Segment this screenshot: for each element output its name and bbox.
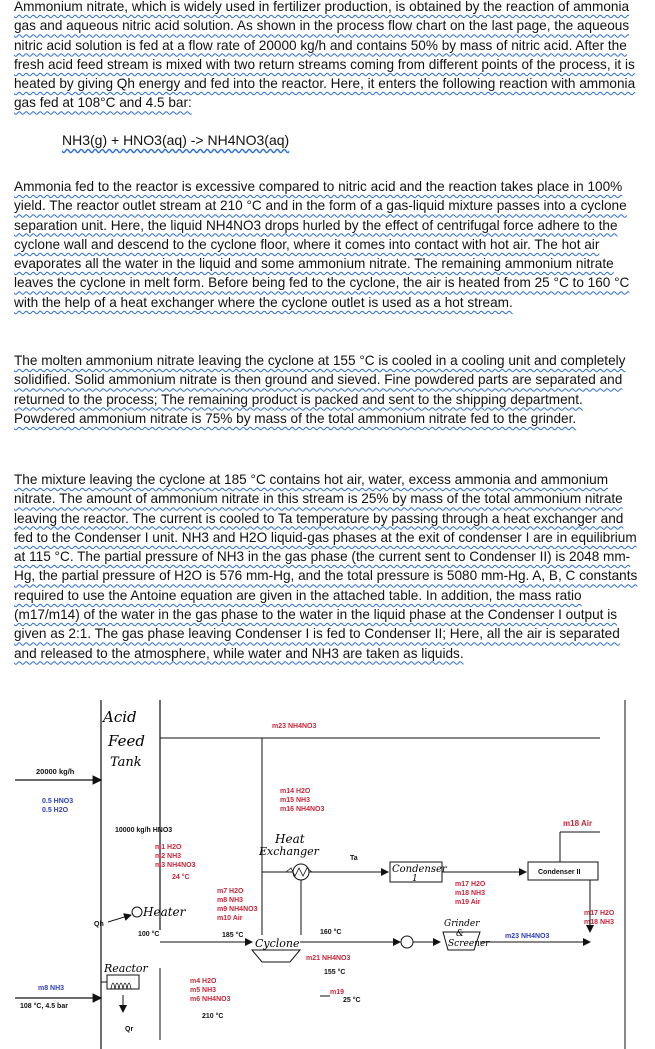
feed-comp-2: 0.5 H2O [42, 807, 69, 814]
svg-text:155 °C: 155 °C [324, 969, 346, 976]
svg-text:100 °C: 100 °C [138, 931, 160, 938]
recycle-top-label: m23 NH4NO3 [272, 723, 317, 730]
grinder-screener [443, 919, 590, 950]
svg-text:Condenser: Condenser [392, 864, 447, 875]
svg-text:m8 NH3: m8 NH3 [217, 897, 244, 904]
svg-text:25 °C: 25 °C [343, 997, 361, 1004]
svg-text:m14 H2O: m14 H2O [280, 788, 311, 795]
condenser-1 [390, 862, 526, 906]
svg-text:185 °C: 185 °C [222, 932, 244, 939]
svg-text:m6 NH4NO3: m6 NH4NO3 [190, 996, 231, 1003]
svg-text:Condenser II: Condenser II [538, 869, 581, 876]
paragraph-4: The mixture leaving the cyclone at 185 °C contains hot air, water, excess ammonia and ammonium nitrate. The amount of ammonium nitrate in this stream is 25% by mass of the total ammonium nitrate leaving the reactor. The current is cooled to Ta temperature by passing through a heat exchanger and fed to the Condenser I unit. NH3 and H2O liquid-gas phases at the exit of condenser I are in equilibrium at 115 °C. The partial pressure of NH3 in the gas phase (the current sent to Condenser II) is 2048 mm-Hg, the partial pressure of H2O is 576 mm-Hg, and the total pressure is 5080 mm-Hg. A, B, C constants required to use the Antoine equation are given in the attached table. In addition, the mass ratio (m17/m14) of the water in the gas phase to the water in the liquid phase at the Condenser I output is given as 2:1. The gas phase leaving Condenser I is fed to Condenser II; Here, all the air is separated and released to the atmosphere, while water and NH3 are taken as liquids. [14, 472, 638, 661]
svg-text:m10 Air: m10 Air [217, 915, 243, 922]
condenser-2 [528, 819, 615, 932]
svg-text:m1 H2O: m1 H2O [155, 844, 182, 851]
svg-text:m7 H2O: m7 H2O [217, 888, 244, 895]
paragraph-2: Ammonia fed to the reactor is excessive compared to nitric acid and the reaction takes place in 100% yield. The reactor outlet stream at 210 °C and in the form of a gas-liquid mixture passes into a cyclone separation unit. Here, the liquid NH4NO3 drops hurled by the effect of centrifugal force adhere to the cyclone wall and descend to the cyclone floor, where it comes into contact with hot air. The hot air evaporates all the water in the liquid and some ammonium nitrate. The remaining ammonium nitrate leaves the cyclone in melt form. Before being fed to the cyclone, the air is heated from 25 °C to 160 °C with the help of a heat exchanger where the cyclone outlet is used as a hot stream. [14, 179, 630, 310]
svg-text:Tank: Tank [110, 755, 142, 770]
mixed-rate: 10000 kg/h HNO3 [115, 827, 173, 834]
svg-text:m8 NH3: m8 NH3 [38, 985, 65, 992]
svg-text:Qr: Qr [125, 1026, 134, 1033]
heat-exchanger [258, 832, 388, 936]
svg-text:Reactor: Reactor [104, 962, 148, 975]
svg-text:m4 H2O: m4 H2O [190, 978, 217, 985]
svg-text:Grinder: Grinder [444, 919, 480, 929]
svg-text:24 °C: 24 °C [172, 874, 190, 881]
svg-text:m21 NH4NO3: m21 NH4NO3 [306, 955, 351, 962]
cyclone [252, 937, 400, 1004]
svg-text:Heat: Heat [275, 832, 305, 846]
svg-text:Heater: Heater [143, 905, 186, 919]
svg-text:m19: m19 [330, 989, 345, 996]
svg-text:m18 Air: m18 Air [563, 819, 593, 828]
reactor [101, 962, 149, 1033]
heater [94, 905, 187, 938]
svg-text:m9 NH4NO3: m9 NH4NO3 [217, 906, 258, 913]
svg-text:m3 NH4NO3: m3 NH4NO3 [155, 862, 196, 869]
svg-text:m5 NH3: m5 NH3 [190, 987, 217, 994]
svg-text:m2 NH3: m2 NH3 [155, 853, 182, 860]
paragraph-3: The molten ammonium nitrate leaving the cyclone at 155 °C is cooled in a cooling unit and completely solidified. Solid ammonium nitrate is then ground and sieved. Fine powdered parts are separated and returned to the process; The remaining product is packed and sent to the shipping department. Powdered ammonium nitrate is 75% by mass of the total ammonium nitrate fed to the grinder. [14, 353, 626, 426]
svg-text:Screener: Screener [448, 939, 490, 949]
feed-comp-1: 0.5 HNO3 [42, 798, 74, 805]
svg-text:160 °C: 160 °C [320, 929, 342, 936]
svg-text:Qh: Qh [94, 921, 104, 928]
paragraph-1: Ammonium nitrate, which is widely used in fertilizer production, is obtained by the reaction of ammonia gas and aqueous nitric acid solution. As shown in the process flow chart on the last page, the aqueous nitric acid solution is fed at a flow rate of 20000 kg/h and contains 50% by mass of nitric acid. After the fresh acid feed stream is mixed with two return streams coming from different points of the process, it is heated by giving Qh energy and fed into the reactor. Here, it enters the following reaction with ammonia gas fed at 108°C and 4.5 bar: [14, 0, 636, 111]
svg-text:&: & [456, 929, 465, 939]
svg-text:1: 1 [412, 874, 418, 884]
process-flow-diagram [0, 700, 655, 1049]
svg-text:m15 NH3: m15 NH3 [280, 797, 310, 804]
svg-text:Ta: Ta [350, 855, 358, 862]
reaction-equation: NH3(g) + HNO3(aq) -> NH4NO3(aq) [62, 132, 290, 148]
svg-text:m17 H2O: m17 H2O [584, 910, 615, 917]
svg-text:m18 NH3: m18 NH3 [455, 890, 485, 897]
svg-text:Feed: Feed [108, 732, 145, 750]
svg-text:Acid: Acid [103, 708, 137, 726]
acid-feed-tank [101, 708, 145, 770]
svg-text:210 °C: 210 °C [202, 1013, 224, 1020]
svg-text:m16 NH4NO3: m16 NH4NO3 [280, 806, 325, 813]
svg-text:108 °C, 4.5 bar: 108 °C, 4.5 bar [20, 1003, 68, 1010]
svg-text:m23 NH4NO3: m23 NH4NO3 [505, 933, 550, 940]
feed-rate: 20000 kg/h [36, 767, 75, 776]
svg-text:m18 NH3: m18 NH3 [584, 919, 614, 926]
svg-text:m17 H2O: m17 H2O [455, 881, 486, 888]
svg-text:Cyclone: Cyclone [255, 937, 300, 950]
svg-text:m19 Air: m19 Air [455, 899, 481, 906]
svg-text:Exchanger: Exchanger [259, 845, 319, 858]
